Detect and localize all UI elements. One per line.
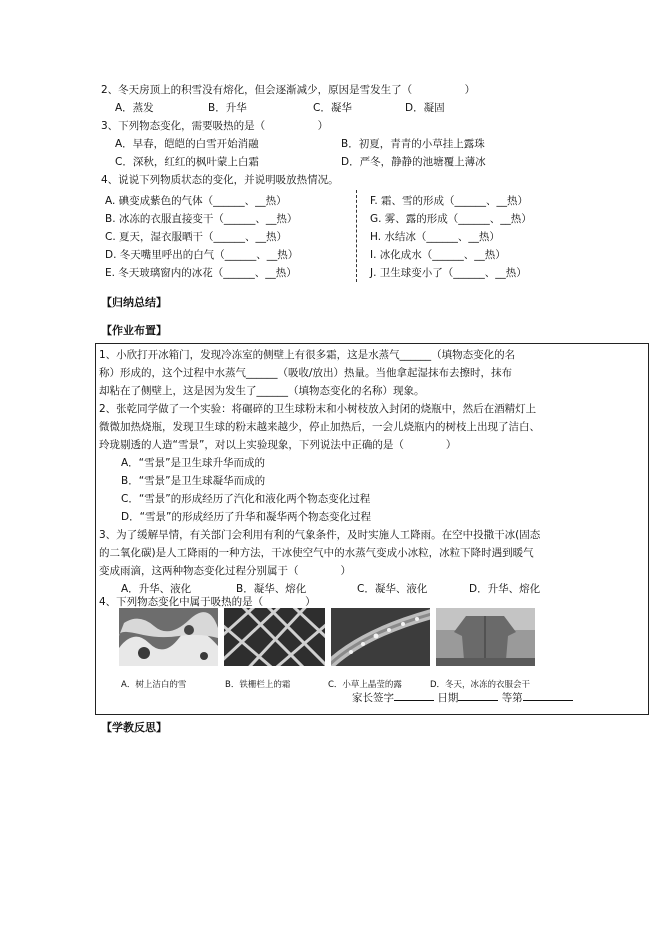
question-2: 2、冬天房顶上的积雪没有熔化，但会逐渐减少，原因是雪发生了（ ）: [101, 84, 476, 96]
caption-d: D．冬天，冰冻的衣服会干: [430, 680, 531, 690]
q3-option-a: A．早春，皑皑的白雪开始消融: [115, 138, 259, 150]
homework-q1-line2: 称）形成的，这个过程中水蒸气______（吸收/放出）热量。当他拿起湿抹布去擦时，抹布: [99, 367, 513, 379]
homework-q2-line2: 微微加热烧瓶，发现卫生球的粉末越来越少，停止加热后，一会儿烧瓶内的树枝上出现了洁白、: [99, 421, 540, 433]
dew-on-grass-photo: [331, 608, 430, 666]
frost-on-fence-photo: [224, 608, 325, 666]
date-label: 日期: [437, 692, 459, 704]
homework-q3-line2: 的二氧化碳)是人工降雨的一种方法，干冰使空气中的水蒸气变成小冰粒，冰粒下降时遇到暖气: [99, 547, 534, 559]
q3-option-c: C．深秋，红红的枫叶蒙上白霜: [115, 156, 259, 168]
state-change-item-g: G. 雾、露的形成（______、__热）: [370, 213, 532, 225]
caption-c: C．小草上晶莹的露: [328, 680, 402, 690]
parent-signature-field[interactable]: [394, 690, 434, 701]
homework-q2-option-c: C．“雪景”的形成经历了汽化和液化两个物态变化过程: [121, 493, 371, 505]
caption-a: A．树上洁白的雪: [121, 680, 187, 690]
signature-row: [352, 690, 573, 705]
parent-signature-label: 家长签字: [352, 692, 394, 704]
state-change-item-f: F. 霜、雪的形成（______、__热）: [370, 195, 529, 207]
grade-label: 等第: [501, 692, 523, 704]
state-change-item-j: J. 卫生球变小了（______、__热）: [370, 267, 527, 279]
state-change-item-b: B. 冰冻的衣服直接变干（______、__热）: [105, 213, 298, 225]
homework-q3-option-d: D．升华、熔化: [469, 583, 541, 595]
state-change-item-d: D. 冬天嘴里呼出的白气（______、__热）: [105, 249, 299, 261]
state-change-item-a: A. 碘变成紫色的气体（______、__热）: [105, 195, 287, 207]
reflection-heading: 【学教反思】: [101, 721, 167, 734]
homework-q1-line3: 却粘在了侧壁上，这是因为发生了______（填物态变化的名称）现象。: [99, 385, 425, 397]
state-change-item-i: I. 冰化成水（______、__热）: [370, 249, 506, 261]
column-divider: [356, 190, 357, 282]
homework-q2-line3: 玲珑剔透的人造“雪景”，对以上实验现象，下列说法中正确的是（ ）: [99, 439, 457, 451]
q2-option-b: B．升华: [208, 102, 247, 114]
date-field[interactable]: [458, 690, 498, 701]
q2-option-c: C．凝华: [313, 102, 352, 114]
q3-option-b: B．初夏，青青的小草挂上露珠: [341, 138, 485, 150]
homework-q2-option-b: B．“雪景”是卫生球凝华而成的: [121, 475, 266, 487]
question-4: 4、说说下列物质状态的变化，并说明吸放热情况。: [101, 174, 339, 186]
grade-field[interactable]: [523, 690, 573, 701]
frozen-clothes-photo: [436, 608, 535, 666]
homework-q3-option-a: A．升华、液化: [121, 583, 192, 595]
q3-option-d: D．严冬，静静的池塘覆上薄冰: [341, 156, 486, 168]
homework-q2-option-a: A．“雪景”是卫生球升华而成的: [121, 457, 266, 469]
homework-q3-option-c: C．凝华、液化: [357, 583, 428, 595]
homework-heading: 【作业布置】: [101, 324, 167, 337]
state-change-item-h: H. 水结冰（______、__热）: [370, 231, 500, 243]
homework-q2-line1: 2、张乾同学做了一个实验：将碾碎的卫生球粉末和小树枝放入封闭的烧瓶中，然后在酒精灯上: [99, 403, 537, 415]
summary-heading: 【归纳总结】: [101, 296, 167, 309]
homework-q3-line1: 3、为了缓解旱情，有关部门会利用有利的气象条件，及时实施人工降雨。在空中投撒干冰(固态: [99, 529, 541, 541]
snow-on-tree-photo: [119, 608, 218, 666]
q2-option-a: A．蒸发: [115, 102, 154, 114]
state-change-item-c: C. 夏天，湿衣服晒干（______、__热）: [105, 231, 288, 243]
homework-q2-option-d: D．“雪景”的形成经历了升华和凝华两个物态变化过程: [121, 511, 371, 523]
q2-option-d: D．凝固: [405, 102, 445, 114]
caption-b: B．铁栅栏上的霜: [225, 680, 291, 690]
homework-q1-line1: 1、小欣打开冰箱门，发现冷冻室的侧壁上有很多霜，这是水蒸气______（填物态变化的名: [99, 349, 516, 361]
homework-q4: 4、下列物态变化中属于吸热的是（ ）: [99, 596, 316, 608]
state-change-item-e: E. 冬天玻璃窗内的冰花（______、__热）: [105, 267, 297, 279]
homework-q3-line3: 变成雨滴，这两种物态变化过程分别属于（ ）: [99, 565, 351, 577]
question-3: 3、下列物态变化，需要吸热的是（ ）: [101, 120, 329, 132]
homework-q3-option-b: B．凝华、熔化: [236, 583, 307, 595]
